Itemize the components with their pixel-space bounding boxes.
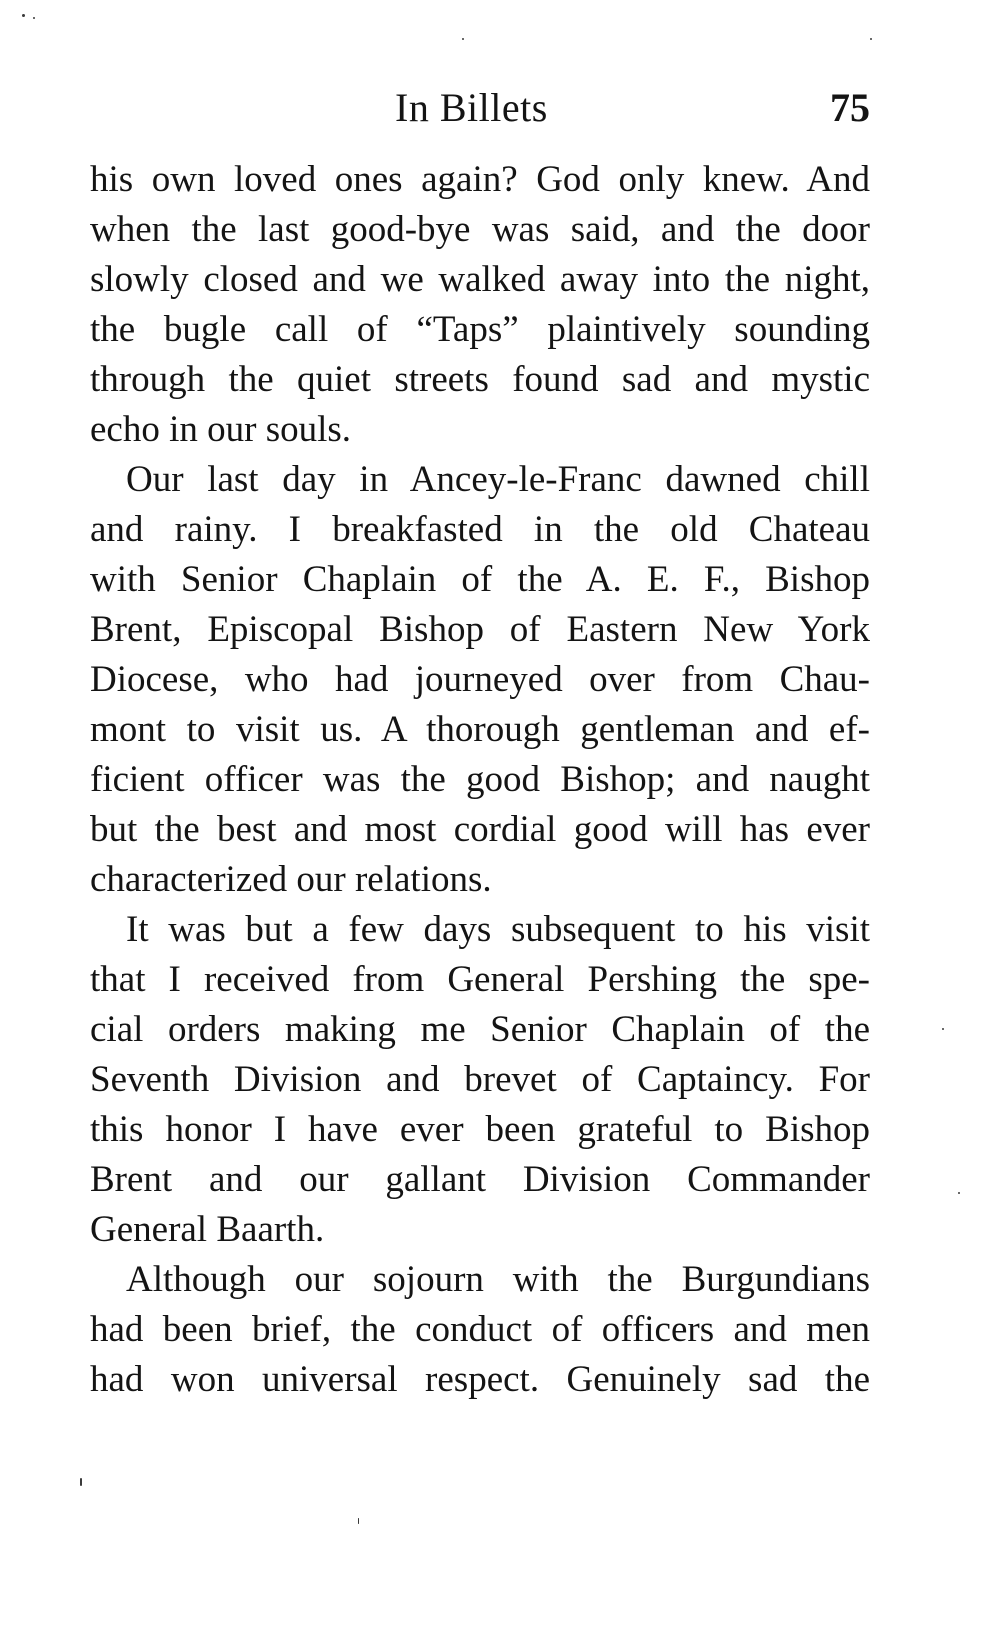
text-line: mont to visit us. A thorough gentleman and ef- bbox=[90, 709, 870, 750]
scan-speck bbox=[33, 17, 35, 19]
text-line: the bugle call of “Taps” plaintively sounding bbox=[90, 309, 870, 350]
text-line: Brent and our gallant Division Commander bbox=[90, 1159, 870, 1200]
text-line: his own loved ones again? God only knew. And bbox=[90, 159, 870, 200]
text-line: Brent, Episcopal Bishop of Eastern New York bbox=[90, 609, 870, 650]
text-line: Diocese, who had journeyed over from Chau- bbox=[90, 659, 870, 700]
text-line: It was but a few days subsequent to his visit bbox=[126, 909, 870, 950]
running-head: In Billets bbox=[395, 85, 548, 130]
scan-speck bbox=[942, 1028, 944, 1030]
text-line: had won universal respect. Genuinely sad the bbox=[90, 1359, 870, 1400]
text-line: ficient officer was the good Bishop; and naught bbox=[90, 759, 870, 800]
scan-speck bbox=[80, 1478, 82, 1486]
text-line: had been brief, the conduct of officers and men bbox=[90, 1309, 870, 1350]
text-line: that I received from General Pershing the spe- bbox=[90, 959, 870, 1000]
page-header bbox=[90, 78, 870, 138]
text-line: Seventh Division and brevet of Captaincy. For bbox=[90, 1059, 870, 1100]
page-body bbox=[90, 155, 870, 1405]
text-line: cial orders making me Senior Chaplain of the bbox=[90, 1009, 870, 1050]
text-line: and rainy. I breakfasted in the old Chateau bbox=[90, 509, 870, 550]
paragraph-3 bbox=[90, 905, 870, 1255]
text-line: Although our sojourn with the Burgundians bbox=[126, 1259, 870, 1300]
paragraph-2 bbox=[90, 455, 870, 905]
page-number: 75 bbox=[830, 85, 870, 130]
text-line: but the best and most cordial good will has ever bbox=[90, 809, 870, 850]
scan-speck bbox=[958, 1192, 960, 1194]
text-line: when the last good-bye was said, and the door bbox=[90, 209, 870, 250]
text-line: Our last day in Ancey-le-Franc dawned chill bbox=[126, 459, 870, 500]
text-line: slowly closed and we walked away into the night, bbox=[90, 259, 870, 300]
scan-speck bbox=[358, 1518, 359, 1524]
text-line: this honor I have ever been grateful to Bishop bbox=[90, 1109, 870, 1150]
text-line: through the quiet streets found sad and mystic bbox=[90, 359, 870, 400]
scan-speck bbox=[22, 14, 25, 17]
scan-speck bbox=[870, 38, 872, 40]
scan-speck bbox=[462, 38, 464, 40]
text-line: with Senior Chaplain of the A. E. F., Bishop bbox=[90, 559, 870, 600]
text-line: echo in our souls. bbox=[90, 409, 352, 450]
text-line: General Baarth. bbox=[90, 1209, 325, 1250]
text-line: characterized our relations. bbox=[90, 859, 492, 900]
paragraph-1 bbox=[90, 155, 870, 455]
paragraph-4 bbox=[90, 1255, 870, 1405]
